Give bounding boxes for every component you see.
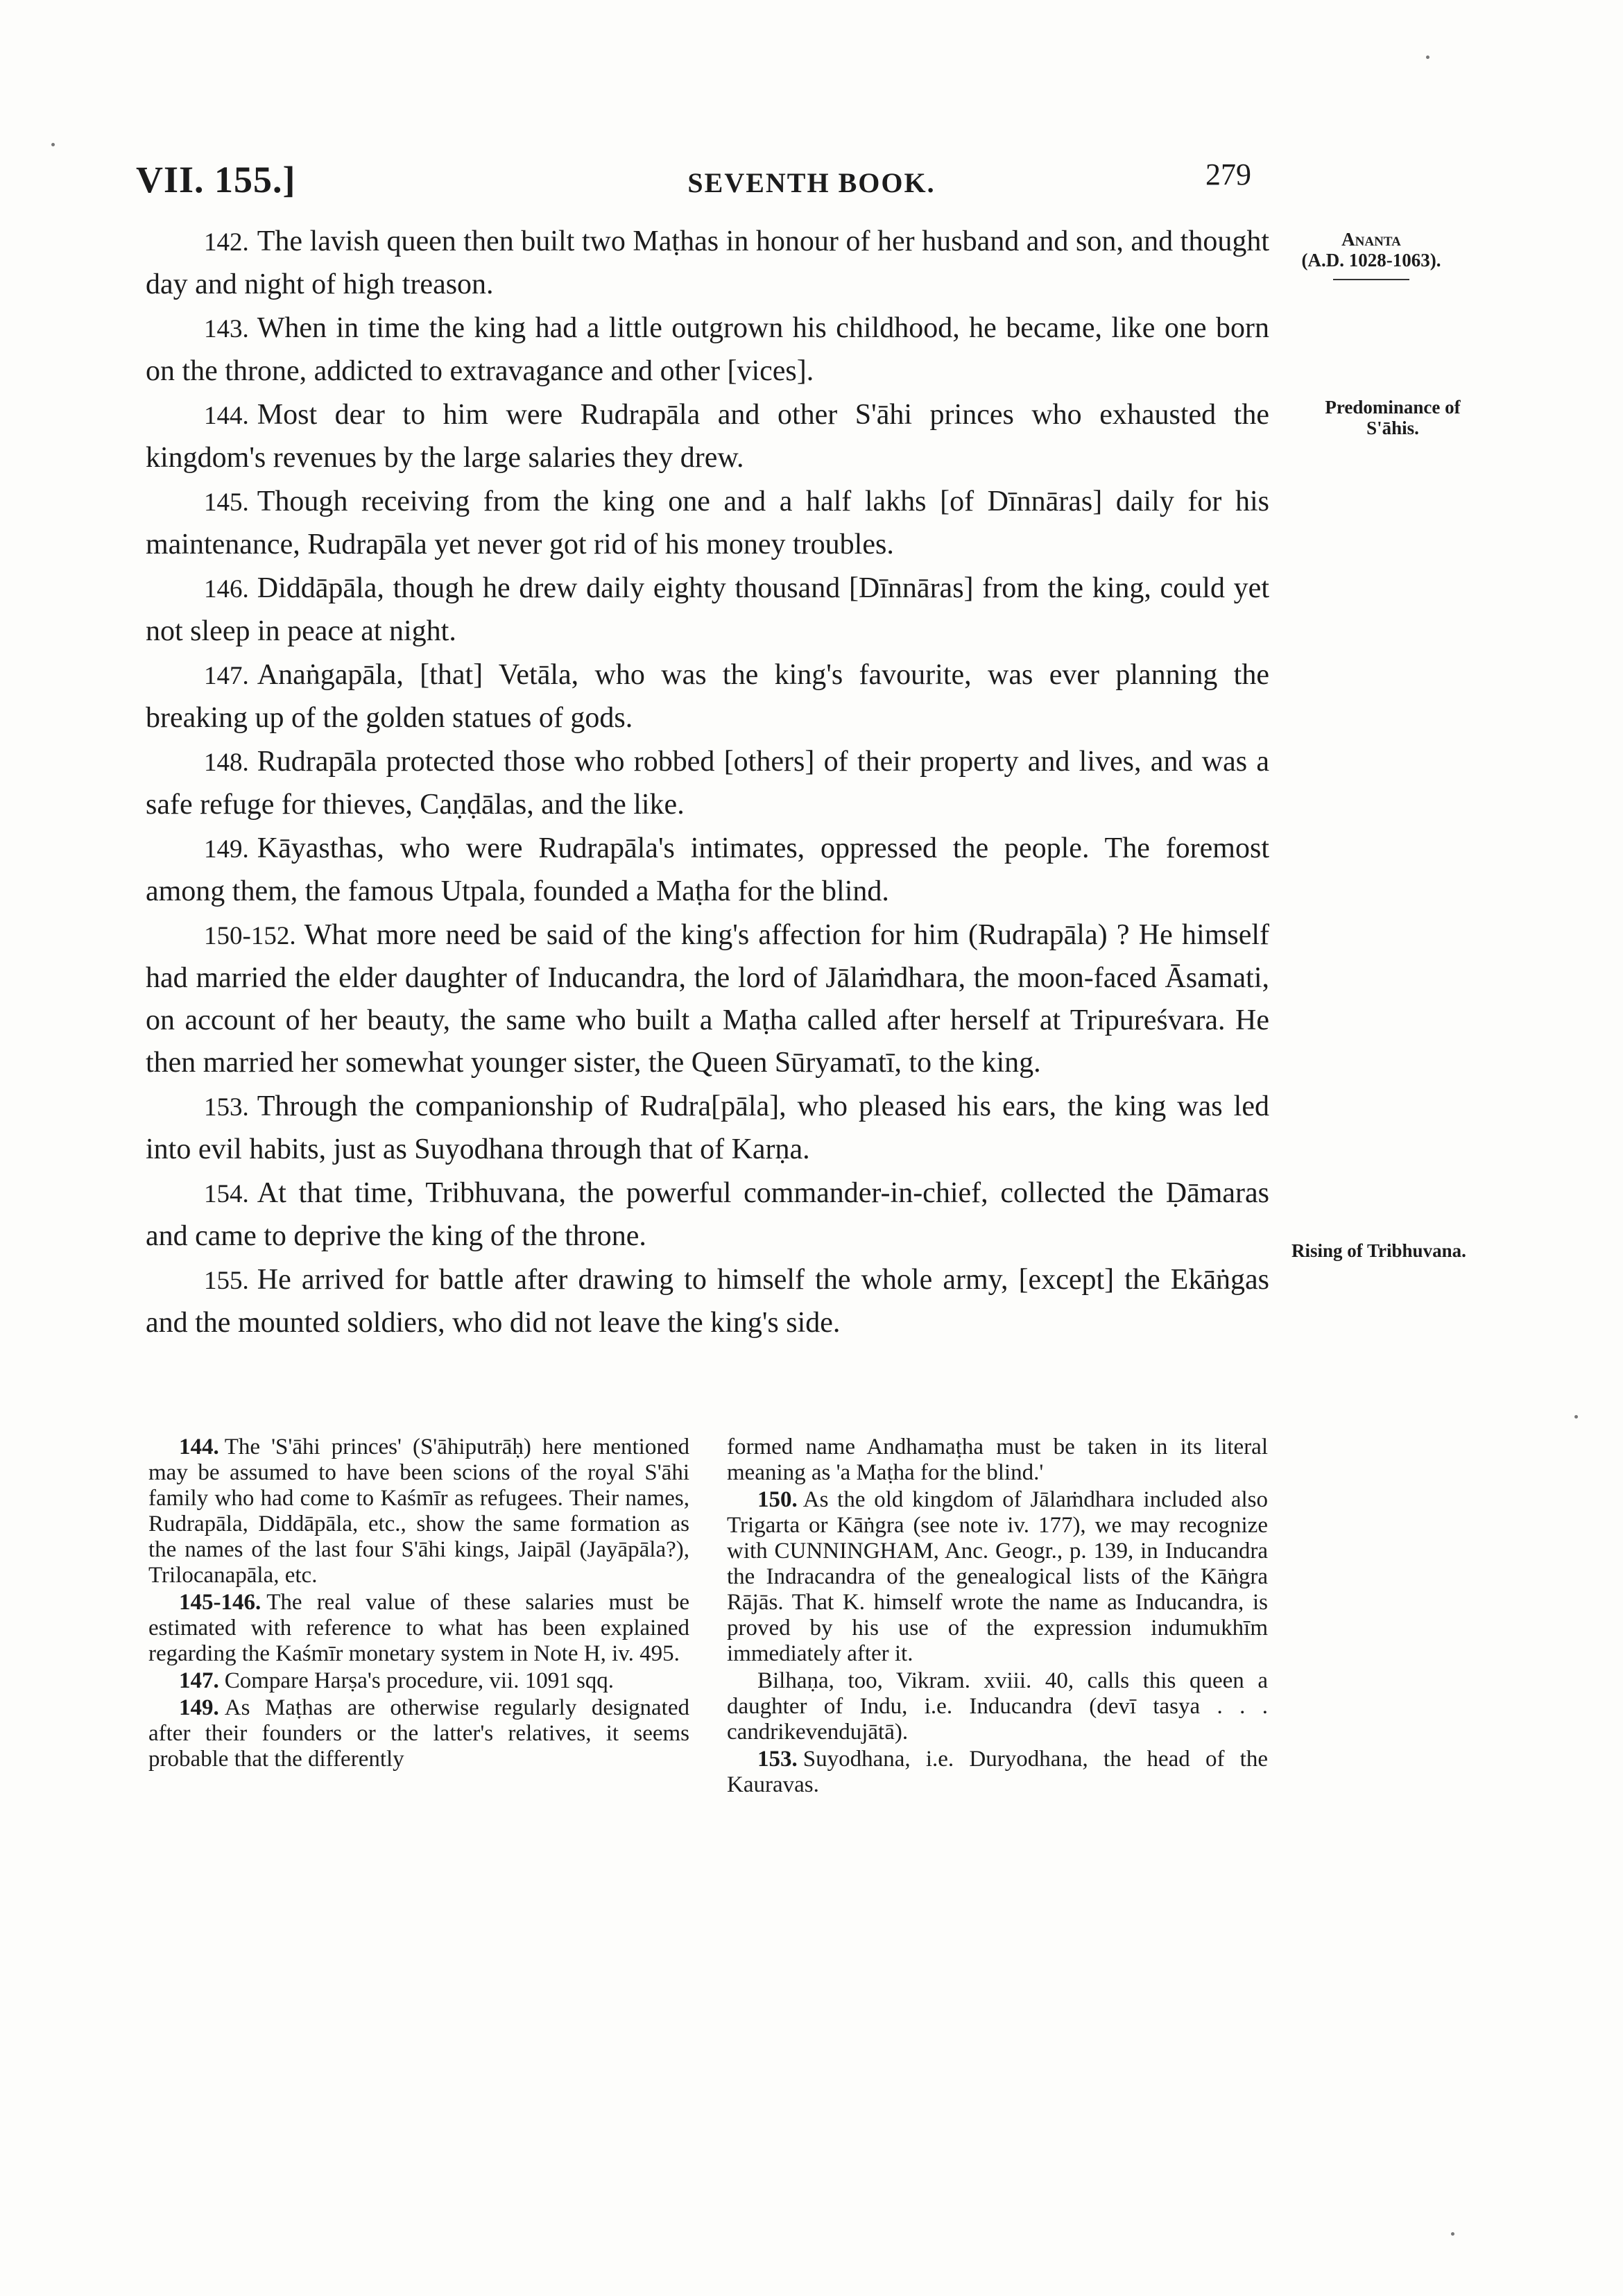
footnote-number: 153.	[757, 1747, 798, 1772]
footnote-text: Compare Harṣa's procedure, vii. 1091 sqq.	[224, 1668, 615, 1693]
verse-number: 148.	[204, 748, 249, 777]
verse-paragraph	[146, 481, 1269, 566]
footnote	[727, 1487, 1268, 1667]
verse-text: He arrived for battle after drawing to himself the whole army, [except] the Ekāṅgas and the mounted soldiers, who did not leave the king's side.	[146, 1264, 1269, 1339]
verse-paragraph	[146, 828, 1269, 913]
page-speck	[1451, 2232, 1454, 2236]
verse-text: When in time the king had a little outgrown his childhood, he became, like one born on the throne, addicted to extravagance and other [vices].	[146, 312, 1269, 387]
verse-number: 145.	[204, 488, 249, 517]
footnote-text: The 'S'āhi princes' (S'āhiputrāḥ) here mentioned may be assumed to have been scions of the royal S'āhi family who had come to Kaśmīr as refugees. Their names, Rudrapāla, Diddāpāla, etc., show the same formation as the names of the last four S'āhi kings, Jaipāl (Jayāpāla?), Trilocanapāla, etc.	[148, 1434, 689, 1588]
verse-paragraph	[146, 741, 1269, 826]
page-speck	[1574, 1415, 1578, 1419]
footnote-text: Suyodhana, i.e. Duryodhana, the head of the Kauravas.	[727, 1747, 1268, 1797]
footnote	[148, 1434, 689, 1588]
verse-text: Kāyasthas, who were Rudrapāla's intimates, oppressed the people. The foremost among them, the famous Utpala, founded a Maṭha for the blind.	[146, 832, 1269, 907]
verse-text: What more need be said of the king's affection for him (Rudrapāla) ? He himself had married the elder daughter of Inducandra, the lord of Jālaṁdhara, the moon-faced Āsamati, on account of her beauty, the same who built a Maṭha called after herself at Tripureśvara. He then married her somewhat younger sister, the Queen Sūryamatī, to the king.	[146, 919, 1269, 1079]
page-speck	[1426, 55, 1429, 59]
verse-number: 153.	[204, 1093, 249, 1122]
footnotes-right-column	[727, 1434, 1268, 1799]
sidenote-rising: Rising of Tribhuvana.	[1291, 1240, 1466, 1261]
main-text	[146, 221, 1269, 1346]
verse-paragraph	[146, 307, 1269, 393]
footnote-number: 150.	[757, 1487, 798, 1512]
verse-number: 154.	[204, 1180, 249, 1208]
footnote-number: 149.	[179, 1695, 219, 1720]
footnote	[727, 1668, 1268, 1745]
verse-text: Though receiving from the king one and a half lakhs [of Dīnnāras] daily for his maintenance, Rudrapāla yet never got rid of his money troubles.	[146, 486, 1269, 560]
verse-text: Diddāpāla, though he drew daily eighty thousand [Dīnnāras] from the king, could yet not sleep in peace at night.	[146, 572, 1269, 647]
footnote	[148, 1590, 689, 1667]
verse-number: 144.	[204, 402, 249, 430]
footnote-number: 144.	[179, 1434, 219, 1459]
verse-number: 147.	[204, 662, 249, 690]
sidenote-rule	[1333, 279, 1409, 280]
verse-paragraph	[146, 1259, 1269, 1344]
running-head-reference: VII. 155.]	[136, 159, 296, 200]
verse-text: The lavish queen then built two Maṭhas in honour of her husband and son, and thought day and night of high treason.	[146, 225, 1269, 300]
verse-text: Anaṅgapāla, [that] Vetāla, who was the king's favourite, was ever planning the breaking up of the golden statues of gods.	[146, 659, 1269, 734]
sidenote-predominance: Predominance of S'āhis.	[1325, 397, 1461, 438]
footnote-continuation	[727, 1434, 1268, 1486]
footnote-number: 145-146.	[179, 1590, 261, 1615]
sidenote-ananta-name: Ananta	[1341, 229, 1401, 250]
verse-text: Through the companionship of Rudra[pāla], who pleased his ears, the king was led into evil habits, just as Suyodhana through that of Karṇa.	[146, 1090, 1269, 1165]
verse-paragraph	[146, 567, 1269, 653]
footnote	[148, 1695, 689, 1772]
page-speck	[51, 143, 55, 146]
verse-paragraph	[146, 221, 1269, 306]
page-number: 279	[1205, 157, 1251, 191]
footnote	[727, 1747, 1268, 1798]
verse-text: Rudrapāla protected those who robbed [others] of their property and lives, and was a safe refuge for thieves, Caṇḍālas, and the like.	[146, 746, 1269, 821]
verse-number: 142.	[204, 228, 249, 257]
footnote-text: formed name Andhamaṭha must be taken in its literal meaning as 'a Maṭha for the blind.'	[727, 1434, 1268, 1485]
verse-paragraph	[146, 1086, 1269, 1171]
footnote-text: As the old kingdom of Jālaṁdhara included also Trigarta or Kāṅgra (see note iv. 177), we may recognize with CUNNINGHAM, Anc. Geogr., p. 139, in Inducandra the Indracandra of the genealogical lists of the Kāṅgra Rājās. That K. himself wrote the name as Inducandra, is proved by his use of the expression indumukhīm immediately after it.	[727, 1487, 1268, 1666]
sidenote-ananta	[1291, 229, 1451, 280]
verse-number: 149.	[204, 835, 249, 864]
footnote-text: Bilhaṇa, too, Vikram. xviii. 40, calls this queen a daughter of Indu, i.e. Inducandra (devī tasya . . . candrikevendujātā).	[727, 1668, 1268, 1745]
verse-paragraph	[146, 394, 1269, 479]
verse-paragraph	[146, 654, 1269, 739]
verse-paragraph	[146, 1172, 1269, 1258]
sidenote-ananta-dates: (A.D. 1028-1063).	[1301, 250, 1441, 271]
verse-number: 155.	[204, 1267, 249, 1295]
footnote-text: The real value of these salaries must be estimated with reference to what has been explained regarding the Kaśmīr monetary system in Note H, iv. 495.	[148, 1590, 689, 1666]
footnote-text: As Maṭhas are otherwise regularly designated after their founders or the latter's relatives, it seems probable that the differently	[148, 1695, 689, 1772]
verse-text: At that time, Tribhuvana, the powerful commander-in-chief, collected the Ḍāmaras and came to deprive the king of the throne.	[146, 1177, 1269, 1252]
verse-number: 143.	[204, 315, 249, 343]
verse-number: 146.	[204, 575, 249, 603]
verse-number: 150-152.	[204, 922, 296, 950]
verse-text: Most dear to him were Rudrapāla and other S'āhi princes who exhausted the kingdom's revenues by the large salaries they drew.	[146, 399, 1269, 474]
footnotes-left-column	[148, 1434, 689, 1774]
verse-paragraph	[146, 914, 1269, 1084]
footnote-number: 147.	[179, 1668, 219, 1693]
running-head-title: SEVENTH BOOK.	[687, 167, 936, 198]
footnote	[148, 1668, 689, 1694]
